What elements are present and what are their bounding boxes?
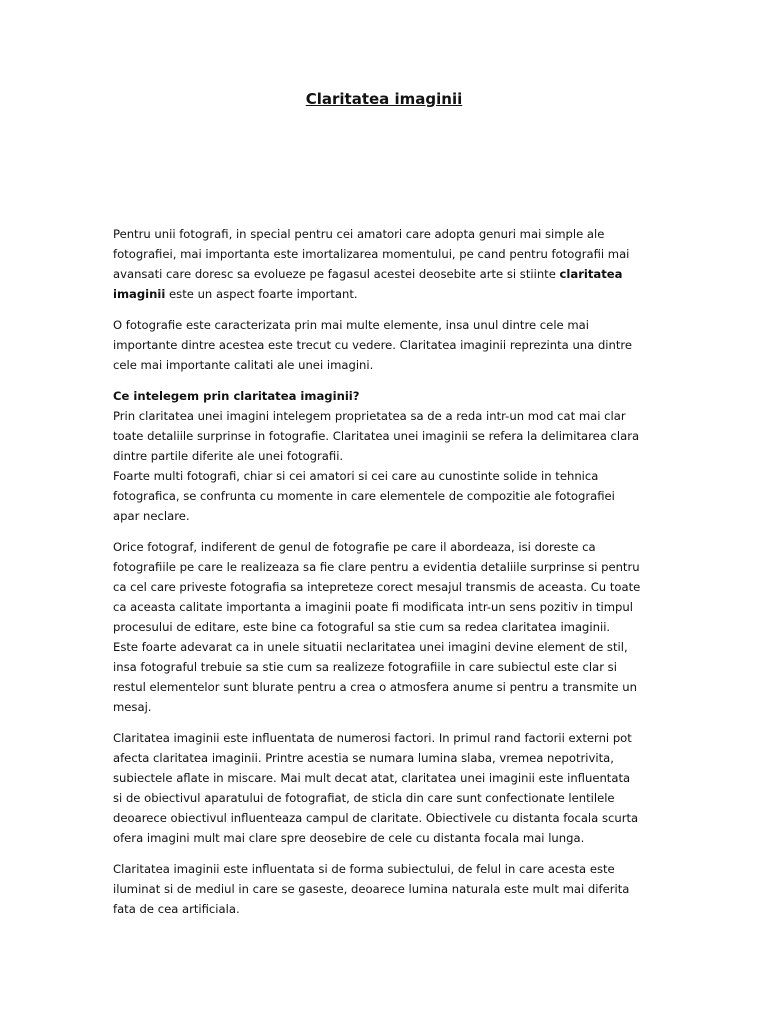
paragraph-clarity-goal: Orice fotograf, indiferent de genul de fotografie pe care il abordeaza, isi doreste ca fotografiile pe care le realizeaza sa fie clare pentru a evidentia detaliile surprinse si pentru ca cel care priveste fotografia sa intepreteze corect mesajul transmis de aceasta. Cu toate ca aceasta calitate importanta a imaginii poate fi modificata intr-un sens pozitiv in timpul procesului de editare, este bine ca fotograful sa stie cum sa redea claritatea imaginii. — [113, 540, 641, 634]
paragraph-intro-bold: claritatea imaginii — [113, 267, 623, 301]
paragraph-factors: Claritatea imaginii este influentata de numerosi factori. In primul rand factorii externi pot afecta claritatea imaginii. Printre acestia se numara lumina slaba, vremea nepotrivita, subiectele aflate in miscare. Mai mult decat atat, claritatea unei imaginii este influentata si de obiectivul aparatului de fotografiat, de sticla din care sunt confectionate lentilele deoarece obiectivul influenteaza campul de claritate. Obiectivele cu distanta focala scurta ofera imagini mult mai clare spre deosebire de cele cu distanta focala mai lunga. — [113, 731, 639, 845]
paragraph-photographers: Foarte multi fotografi, chiar si cei amatori si cei care au cunostinte solide in tehnica fotografica, se confrunta cu momente in care elementele de compozitie ale fotografiei apar neclare. — [113, 469, 615, 523]
paragraph-intro-end: este un aspect foarte important. — [165, 287, 358, 301]
paragraph-subject: Claritatea imaginii este influentata si de forma subiectului, de felul in care acesta este iluminat si de mediul in care se gaseste, deoarece lumina naturala este mult mai diferita fata de cea artificiala. — [113, 862, 630, 916]
document-title: Claritatea imaginii — [305, 90, 463, 108]
paragraph-intro — [113, 224, 643, 304]
paragraph-definition: Prin claritatea unei imagini intelegem proprietatea sa de a reda intr-un mod cat mai clar toate detaliile surprinse in fotografie. Claritatea unei imaginii se refera la delimitarea clara dintre partile diferite ale unei fotografii. — [113, 409, 640, 463]
paragraph-intro-text: Pentru unii fotografi, in special pentru cei amatori care adopta genuri mai simple ale fotografiei, mai importanta este imortalizarea momentului, pe cand pentru fotografii mai avansati care doresc sa evolueze pe fagasul acestei deosebite arte si stiinte — [113, 227, 630, 281]
paragraph-elements: O fotografie este caracterizata prin mai multe elemente, insa unul dintre cele mai importante dintre acestea este trecut cu vedere. Claritatea imaginii reprezinta una dintre cele mai importante calitati ale unei imagini. — [113, 318, 633, 372]
document-body — [113, 224, 643, 919]
paragraph-style: Este foarte adevarat ca in unele situatii neclaritatea unei imagini devine element de stil, insa fotograful trebuie sa stie cum sa realizeze fotografiile in care subiectul este clar si restul elementelor sunt blurate pentru a crea o atmosfera anume si pentru a transmite un mesaj. — [113, 640, 637, 714]
section-heading: Ce intelegem prin claritatea imaginii? — [113, 389, 360, 403]
